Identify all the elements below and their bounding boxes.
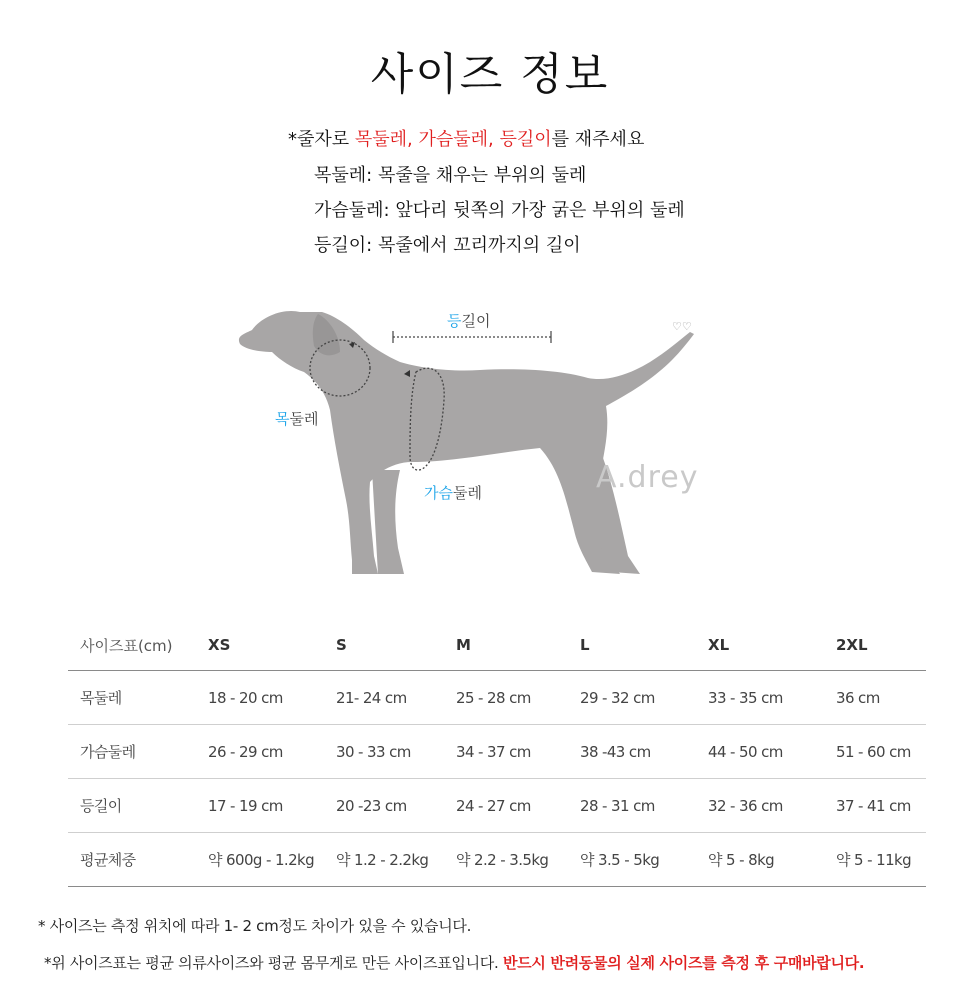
table-cell: 18 - 20 cm: [196, 671, 324, 725]
table-cell: 34 - 37 cm: [444, 725, 568, 779]
table-header-cell: M: [444, 620, 568, 671]
table-cell: 약 5 - 11kg: [824, 833, 926, 887]
instruction-back: 등길이: 목줄에서 꼬리까지의 길이: [314, 235, 581, 256]
table-cell: 약 5 - 8kg: [696, 833, 824, 887]
table-cell: 목둘레: [68, 671, 196, 725]
table-cell: 약 2.2 - 3.5kg: [444, 833, 568, 887]
table-cell: 24 - 27 cm: [444, 779, 568, 833]
chest-label-rest: 둘레: [452, 484, 482, 502]
table-header-cell: L: [568, 620, 696, 671]
instruction-highlight: 목둘레, 가슴둘레, 등길이: [354, 129, 552, 150]
instruction-neck: 목둘레: 목줄을 채우는 부위의 둘레: [314, 165, 587, 186]
table-cell: 등길이: [68, 779, 196, 833]
table-row: [68, 671, 926, 725]
table-cell: 약 600g - 1.2kg: [196, 833, 324, 887]
table-cell: 약 3.5 - 5kg: [568, 833, 696, 887]
table-header-row: [68, 620, 926, 671]
table-header-cell: S: [324, 620, 444, 671]
table-cell: 29 - 32 cm: [568, 671, 696, 725]
table-cell: 33 - 35 cm: [696, 671, 824, 725]
note-disclaimer-warning: 반드시 반려동물의 실제 사이즈를 측정 후 구매바랍니다.: [502, 954, 865, 972]
table-header-cell: 2XL: [824, 620, 926, 671]
note-disclaimer: [44, 952, 864, 973]
neck-label-rest: 둘레: [289, 410, 319, 428]
back-label-rest: 길이: [461, 312, 491, 330]
table-cell: 26 - 29 cm: [196, 725, 324, 779]
table-cell: 30 - 33 cm: [324, 725, 444, 779]
note-measurement: * 사이즈는 측정 위치에 따라 1- 2 cm정도 차이가 있을 수 있습니다.: [38, 917, 472, 935]
instruction-suffix: 를 재주세요: [551, 129, 645, 150]
back-label-blue: 등: [447, 312, 462, 330]
note-disclaimer-text: *위 사이즈표는 평균 의류사이즈와 평균 몸무게로 만든 사이즈표입니다.: [44, 954, 503, 972]
table-cell: 36 cm: [824, 671, 926, 725]
table-row: [68, 725, 926, 779]
chest-label: [424, 482, 482, 503]
table-cell: 21- 24 cm: [324, 671, 444, 725]
table-cell: 약 1.2 - 2.2kg: [324, 833, 444, 887]
chest-label-blue: 가슴: [424, 484, 453, 502]
table-cell: 17 - 19 cm: [196, 779, 324, 833]
table-header-cell: XL: [696, 620, 824, 671]
table-cell: 25 - 28 cm: [444, 671, 568, 725]
size-table: [68, 620, 926, 887]
table-cell: 28 - 31 cm: [568, 779, 696, 833]
neck-label-blue: 목: [275, 410, 290, 428]
table-cell: 20 -23 cm: [324, 779, 444, 833]
back-length-label: [447, 310, 490, 331]
table-cell: 51 - 60 cm: [824, 725, 926, 779]
neck-label: [275, 408, 318, 429]
table-row: [68, 833, 926, 887]
page-title: 사이즈 정보: [370, 49, 610, 100]
table-cell: 37 - 41 cm: [824, 779, 926, 833]
instruction-prefix: *줄자로: [288, 129, 355, 150]
table-cell: 평균체중: [68, 833, 196, 887]
brand-logo: A.drey: [596, 460, 699, 495]
back-length-marker: [393, 331, 551, 343]
table-header-cell: 사이즈표(cm): [68, 620, 196, 671]
table-row: [68, 779, 926, 833]
table-cell: 38 -43 cm: [568, 725, 696, 779]
instruction-chest: 가슴둘레: 앞다리 뒷쪽의 가장 굵은 부위의 둘레: [314, 200, 685, 221]
heart-icon: ♡♡: [672, 320, 692, 333]
table-header-cell: XS: [196, 620, 324, 671]
table-cell: 가슴둘레: [68, 725, 196, 779]
table-cell: 44 - 50 cm: [696, 725, 824, 779]
table-cell: 32 - 36 cm: [696, 779, 824, 833]
